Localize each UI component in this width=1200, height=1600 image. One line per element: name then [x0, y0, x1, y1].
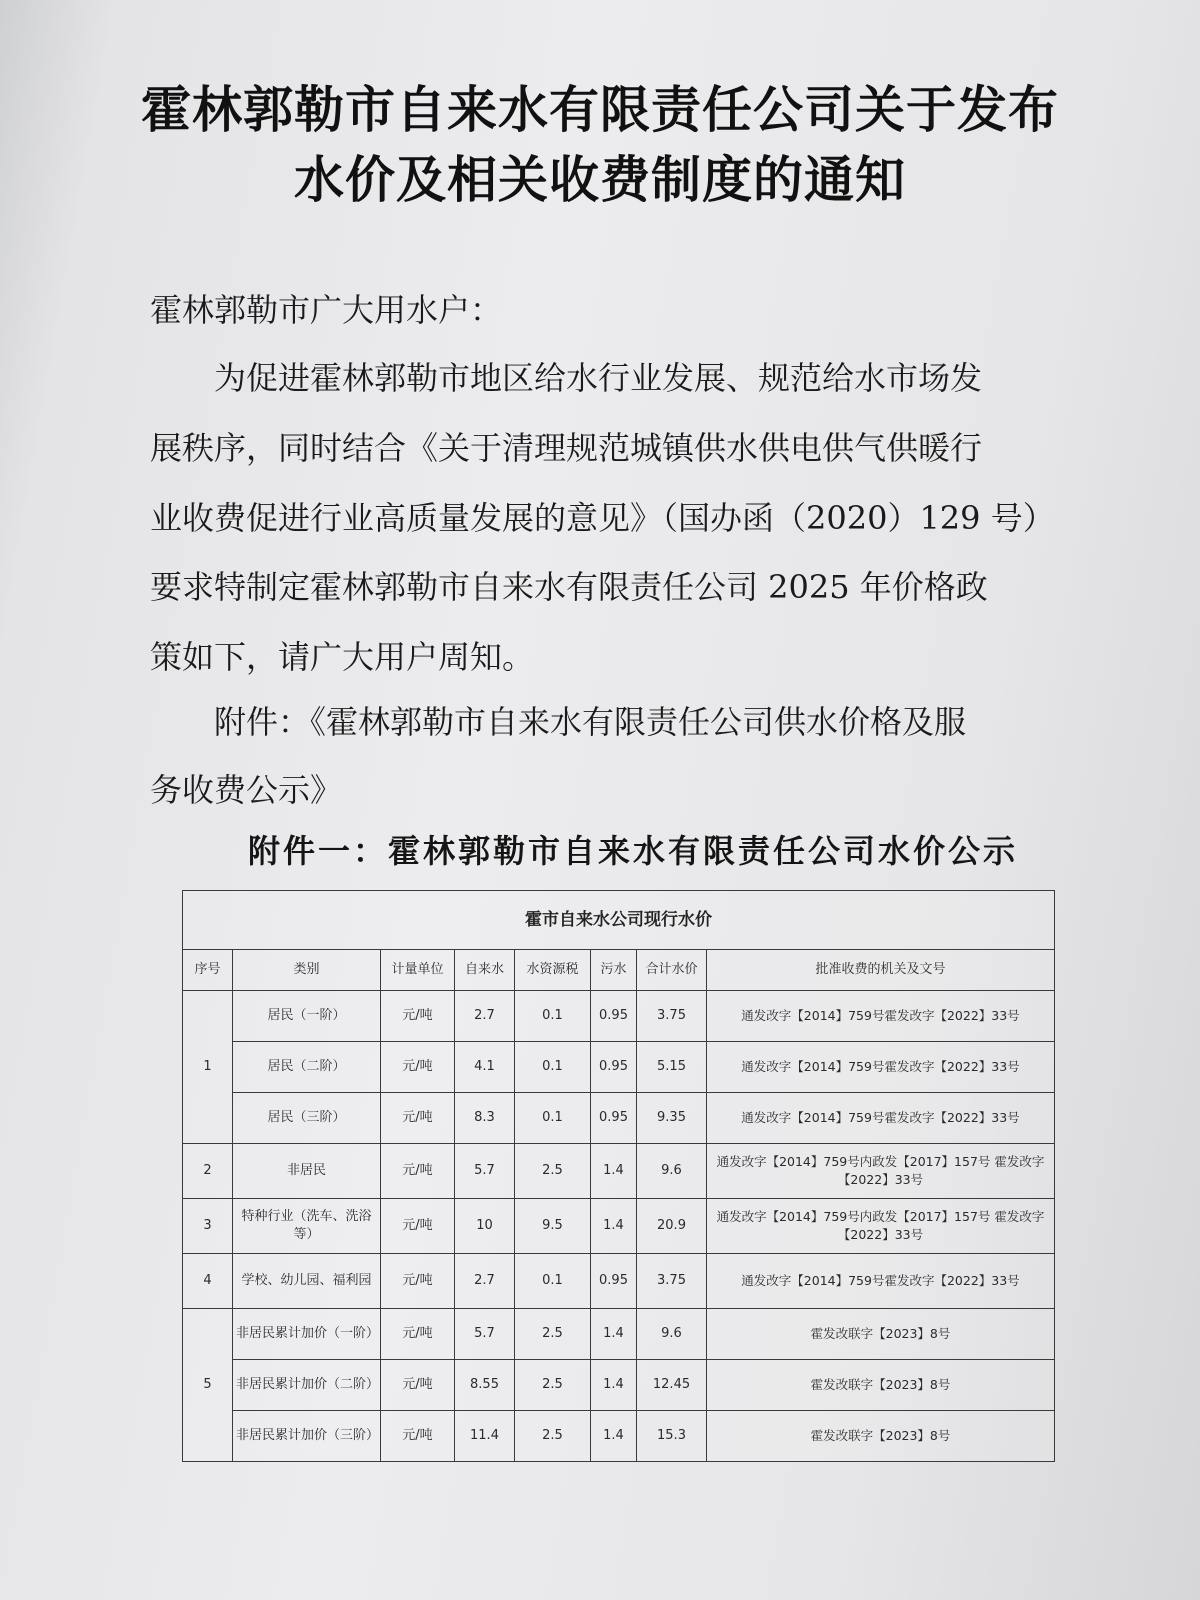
category-cell: 非居民累计加价（二阶）: [233, 1360, 381, 1411]
resource-tax-cell: 0.1: [515, 991, 591, 1042]
body-line-1: 为促进霍林郭勒市地区给水行业发展、规范给水市场发: [150, 359, 983, 397]
column-header: 合计水价: [637, 950, 707, 991]
total-price-cell: 3.75: [637, 1254, 707, 1309]
notice-title-line-1: 霍林郭勒市自来水有限责任公司关于发布: [141, 81, 1059, 139]
table-row: [183, 1144, 1055, 1199]
unit-cell: 元/吨: [381, 991, 455, 1042]
total-price-cell: 20.9: [637, 1199, 707, 1254]
row-number: 3: [183, 1199, 233, 1254]
table-header-row: [183, 950, 1055, 991]
table-caption: 霍市自来水公司现行水价: [183, 891, 1055, 950]
salutation: 霍林郭勒市广大用水户：: [150, 291, 503, 329]
table-row: [183, 1042, 1055, 1093]
unit-cell: 元/吨: [381, 1309, 455, 1360]
row-number: 1: [183, 991, 233, 1144]
table-row: [183, 1411, 1055, 1462]
sewage-cell: 1.4: [591, 1199, 637, 1254]
category-cell: 学校、幼儿园、福利园: [233, 1254, 381, 1309]
sewage-cell: 0.95: [591, 1042, 637, 1093]
approval-cell: 通发改字【2014】759号内政发【2017】157号 霍发改字【2022】33号: [707, 1144, 1055, 1199]
column-header: 批准收费的机关及文号: [707, 950, 1055, 991]
category-cell: 特种行业（洗车、洗浴等）: [233, 1199, 381, 1254]
resource-tax-cell: 9.5: [515, 1199, 591, 1254]
total-price-cell: 9.6: [637, 1309, 707, 1360]
sewage-cell: 0.95: [591, 1254, 637, 1309]
body-line-3: 业收费促进行业高质量发展的意见》（国办函（2020）129 号）: [150, 499, 1055, 537]
tap-water-cell: 8.3: [455, 1093, 515, 1144]
unit-cell: 元/吨: [381, 1254, 455, 1309]
resource-tax-cell: 0.1: [515, 1254, 591, 1309]
resource-tax-cell: 0.1: [515, 1042, 591, 1093]
total-price-cell: 15.3: [637, 1411, 707, 1462]
water-price-table: [182, 890, 1055, 1462]
category-cell: 非居民: [233, 1144, 381, 1199]
approval-cell: 通发改字【2014】759号内政发【2017】157号 霍发改字【2022】33号: [707, 1199, 1055, 1254]
row-number: 5: [183, 1309, 233, 1462]
sewage-cell: 0.95: [591, 1093, 637, 1144]
total-price-cell: 3.75: [637, 991, 707, 1042]
resource-tax-cell: 2.5: [515, 1411, 591, 1462]
attachment-line-2: 务收费公示》: [150, 771, 343, 809]
total-price-cell: 9.35: [637, 1093, 707, 1144]
tap-water-cell: 4.1: [455, 1042, 515, 1093]
resource-tax-cell: 0.1: [515, 1093, 591, 1144]
sewage-cell: 1.4: [591, 1360, 637, 1411]
tap-water-cell: 11.4: [455, 1411, 515, 1462]
approval-cell: 通发改字【2014】759号霍发改字【2022】33号: [707, 1093, 1055, 1144]
approval-cell: 通发改字【2014】759号霍发改字【2022】33号: [707, 1254, 1055, 1309]
total-price-cell: 12.45: [637, 1360, 707, 1411]
sewage-cell: 1.4: [591, 1309, 637, 1360]
table-row: [183, 1199, 1055, 1254]
category-cell: 非居民累计加价（一阶）: [233, 1309, 381, 1360]
approval-cell: 霍发改联字【2023】8号: [707, 1360, 1055, 1411]
unit-cell: 元/吨: [381, 1360, 455, 1411]
table-row: [183, 1360, 1055, 1411]
annex-title: 附件一：霍林郭勒市自来水有限责任公司水价公示: [248, 832, 1019, 870]
column-header: 水资源税: [515, 950, 591, 991]
table-row: [183, 1309, 1055, 1360]
total-price-cell: 5.15: [637, 1042, 707, 1093]
body-line-4: 要求特制定霍林郭勒市自来水有限责任公司 2025 年价格政: [150, 568, 988, 606]
unit-cell: 元/吨: [381, 1199, 455, 1254]
resource-tax-cell: 2.5: [515, 1309, 591, 1360]
notice-title-line-2: 水价及相关收费制度的通知: [294, 151, 906, 209]
row-number: 4: [183, 1254, 233, 1309]
resource-tax-cell: 2.5: [515, 1144, 591, 1199]
unit-cell: 元/吨: [381, 1144, 455, 1199]
tap-water-cell: 10: [455, 1199, 515, 1254]
table-row: [183, 1093, 1055, 1144]
column-header: 类别: [233, 950, 381, 991]
body-line-2: 展秩序，同时结合《关于清理规范城镇供水供电供气供暖行: [150, 429, 983, 467]
column-header: 污水: [591, 950, 637, 991]
resource-tax-cell: 2.5: [515, 1360, 591, 1411]
tap-water-cell: 5.7: [455, 1144, 515, 1199]
column-header: 自来水: [455, 950, 515, 991]
approval-cell: 霍发改联字【2023】8号: [707, 1411, 1055, 1462]
total-price-cell: 9.6: [637, 1144, 707, 1199]
attachment-line-1: 附件：《霍林郭勒市自来水有限责任公司供水价格及服: [150, 703, 967, 741]
approval-cell: 通发改字【2014】759号霍发改字【2022】33号: [707, 1042, 1055, 1093]
sewage-cell: 1.4: [591, 1411, 637, 1462]
category-cell: 居民（三阶）: [233, 1093, 381, 1144]
sewage-cell: 0.95: [591, 991, 637, 1042]
tap-water-cell: 2.7: [455, 991, 515, 1042]
category-cell: 居民（一阶）: [233, 991, 381, 1042]
column-header: 计量单位: [381, 950, 455, 991]
tap-water-cell: 2.7: [455, 1254, 515, 1309]
tap-water-cell: 8.55: [455, 1360, 515, 1411]
column-header: 序号: [183, 950, 233, 991]
sewage-cell: 1.4: [591, 1144, 637, 1199]
unit-cell: 元/吨: [381, 1411, 455, 1462]
row-number: 2: [183, 1144, 233, 1199]
tap-water-cell: 5.7: [455, 1309, 515, 1360]
category-cell: 非居民累计加价（三阶）: [233, 1411, 381, 1462]
body-line-5: 策如下，请广大用户周知。: [150, 638, 535, 676]
category-cell: 居民（二阶）: [233, 1042, 381, 1093]
unit-cell: 元/吨: [381, 1093, 455, 1144]
approval-cell: 霍发改联字【2023】8号: [707, 1309, 1055, 1360]
approval-cell: 通发改字【2014】759号霍发改字【2022】33号: [707, 991, 1055, 1042]
table-row: [183, 1254, 1055, 1309]
unit-cell: 元/吨: [381, 1042, 455, 1093]
table-row: [183, 991, 1055, 1042]
